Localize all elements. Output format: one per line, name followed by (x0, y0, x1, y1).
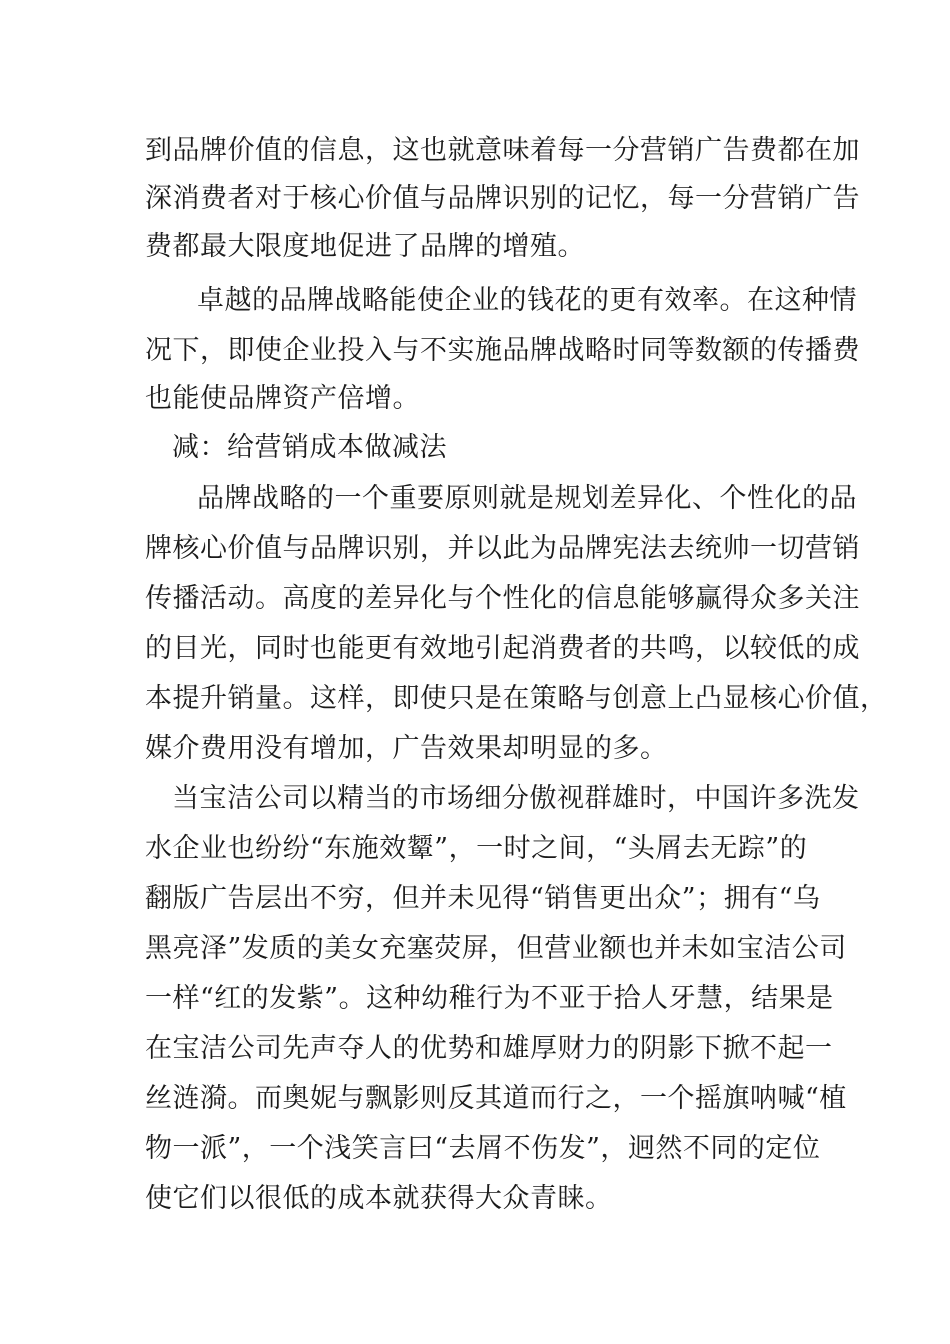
text-line: 翻版广告层出不穷，但并未见得“销售更出众”；拥有“乌 (145, 883, 821, 914)
text-line: 卓越的品牌战略能使企业的钱花的更有效率。在这种情 (197, 285, 857, 316)
text-line: 当宝洁公司以精当的市场细分傲视群雄时，中国许多洗发 (172, 783, 860, 814)
text-line: 黑亮泽”发质的美女充塞荧屏，但营业额也并未如宝洁公司 (145, 933, 847, 964)
text-line: 本提升销量。这样，即使只是在策略与创意上凸显核心价值， (145, 683, 888, 714)
section-heading: 减：给营销成本做减法 (172, 432, 447, 463)
text-line: 况下，即使企业投入与不实施品牌战略时同等数额的传播费 (145, 335, 860, 366)
text-line: 到品牌价值的信息，这也就意味着每一分营销广告费都在加 (145, 135, 860, 166)
text-line: 费都最大限度地促进了品牌的增殖。 (145, 231, 585, 262)
text-line: 在宝洁公司先声夺人的优势和雄厚财力的阴影下掀不起一 (145, 1033, 833, 1064)
text-line: 一样“红的发紫”。这种幼稚行为不亚于拾人牙慧，结果是 (145, 983, 834, 1014)
text-line: 牌核心价值与品牌识别，并以此为品牌宪法去统帅一切营销 (145, 533, 860, 564)
text-line: 品牌战略的一个重要原则就是规划差异化、个性化的品 (197, 483, 857, 514)
text-line: 的目光，同时也能更有效地引起消费者的共鸣，以较低的成 (145, 633, 860, 664)
text-line: 丝涟漪。而奥妮与飘影则反其道而行之，一个摇旗呐喊“植 (145, 1083, 847, 1114)
text-line: 使它们以很低的成本就获得大众青睐。 (145, 1183, 613, 1214)
text-line: 水企业也纷纷“东施效颦”，一时之间，“头屑去无踪”的 (145, 833, 808, 864)
text-line: 深消费者对于核心价值与品牌识别的记忆，每一分营销广告 (145, 183, 860, 214)
text-line: 物一派”，一个浅笑言曰“去屑不伤发”，迥然不同的定位 (145, 1133, 821, 1164)
text-line: 也能使品牌资产倍增。 (145, 383, 420, 414)
text-line: 传播活动。高度的差异化与个性化的信息能够赢得众多关注 (145, 583, 860, 614)
text-line: 媒介费用没有增加，广告效果却明显的多。 (145, 733, 668, 764)
